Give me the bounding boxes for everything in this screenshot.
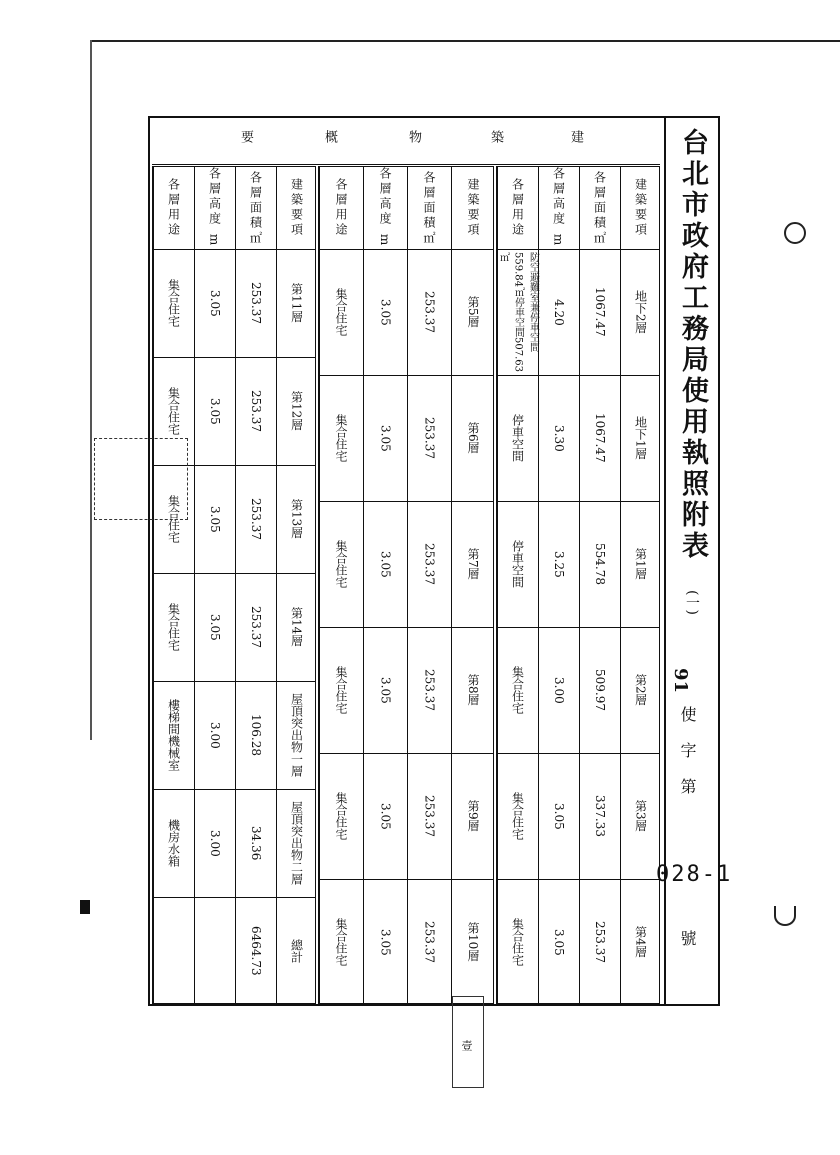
cell-text: 停車空間 — [510, 540, 525, 588]
band-char: 建 — [568, 130, 583, 143]
table-cell-item — [451, 249, 495, 375]
table-cell-height — [194, 249, 235, 357]
cell-text: 253.37 — [249, 606, 263, 648]
cell-text: 第4層 — [633, 926, 648, 958]
table-cell-area — [235, 681, 276, 789]
official-stamp — [94, 438, 188, 520]
table-cell-area — [235, 465, 276, 573]
table-cell-area — [235, 897, 276, 1005]
cell-text: 第8層 — [466, 674, 480, 706]
cell-text: 樓梯間機械室 — [166, 699, 181, 771]
cell-text: 3.00 — [208, 721, 222, 749]
cell-text: 253.37 — [422, 543, 437, 585]
header-cell-height — [538, 167, 579, 249]
cell-text: 4.20 — [552, 298, 566, 326]
cell-text: 第9層 — [466, 800, 480, 832]
table-cell-height — [538, 249, 579, 375]
header-label: 建築要項 — [466, 178, 480, 238]
table-cell-area — [235, 249, 276, 357]
table-cell-use — [497, 627, 538, 753]
cell-text: 3.05 — [552, 802, 566, 830]
permit-number: 028-1 — [656, 862, 733, 887]
issue-year: 91 — [670, 668, 691, 694]
header-cell-item — [620, 167, 661, 249]
table-cell-area — [407, 375, 451, 501]
cell-text: 集合住宅 — [510, 918, 525, 966]
table-block — [496, 166, 660, 1004]
table-cell-area — [579, 501, 620, 627]
cell-text: 集合住宅 — [166, 603, 181, 651]
table-cell-height — [194, 357, 235, 465]
cell-text: 第13層 — [289, 499, 304, 539]
table-cell-item — [451, 879, 495, 1005]
table-cell-item — [620, 375, 661, 501]
table-cell-area — [235, 789, 276, 897]
cell-text: 第1層 — [633, 548, 648, 580]
cell-text: 253.37 — [249, 282, 263, 324]
cell-text: 253.37 — [422, 795, 437, 837]
cell-text: 總計 — [289, 939, 304, 963]
header-cell-area — [407, 167, 451, 249]
header-label: 各層用途 — [334, 178, 348, 238]
issue-char-1: 使 — [678, 706, 697, 722]
cell-text: 3.05 — [378, 550, 393, 578]
cell-text: 3.05 — [378, 424, 393, 452]
header-cell-height — [194, 167, 235, 249]
cell-text: 停車空間 — [510, 414, 525, 462]
header-label: 各層面積㎡ — [248, 170, 263, 246]
table-cell-area — [579, 249, 620, 375]
table-cell-use — [319, 627, 363, 753]
table-cell-area — [407, 501, 451, 627]
header-cell-height — [363, 167, 407, 249]
issue-char-4: 號 — [678, 930, 697, 946]
cell-text: 集合住宅 — [334, 918, 348, 966]
cell-text: 地下1層 — [633, 416, 648, 460]
cell-text: 554.78 — [593, 543, 607, 585]
cell-text: 第10層 — [466, 922, 480, 962]
table-cell-use — [319, 375, 363, 501]
band-char: 概 — [322, 130, 337, 143]
table-cell-item — [620, 501, 661, 627]
band-char: 物 — [406, 130, 421, 143]
document-title: 台北市政府工務局使用執照附表 — [677, 128, 708, 562]
issue-char-3: 第 — [678, 778, 697, 794]
table-cell-height — [194, 465, 235, 573]
punch-hole-icon — [784, 222, 806, 244]
cell-text: 3.05 — [552, 928, 566, 956]
table-block — [152, 166, 316, 1004]
table-cell-item — [620, 753, 661, 879]
table-cell-use — [153, 897, 194, 1005]
scan-left-edge — [90, 40, 92, 740]
cell-text: 第5層 — [466, 296, 480, 328]
cell-text: 34.36 — [249, 825, 263, 861]
cell-text: 3.05 — [378, 298, 393, 326]
table-cell-height — [538, 375, 579, 501]
table-cell-area — [407, 753, 451, 879]
header-label: 各層高度 m — [207, 167, 222, 249]
table-cell-item — [276, 249, 317, 357]
cell-text: 253.37 — [249, 390, 263, 432]
table-cell-item — [276, 573, 317, 681]
cell-text: 3.05 — [378, 802, 393, 830]
table-cell-height — [194, 573, 235, 681]
band-char: 築 — [488, 130, 503, 143]
cell-text: 6464.73 — [249, 926, 263, 976]
cell-text: 第12層 — [289, 391, 304, 431]
table-cell-area — [407, 249, 451, 375]
header-label: 建築要項 — [289, 178, 304, 238]
header-cell-area — [579, 167, 620, 249]
table-cell-height — [363, 375, 407, 501]
cell-text: 集合住宅 — [510, 792, 525, 840]
header-label: 各層高度 m — [551, 167, 566, 249]
table-cell-use — [153, 789, 194, 897]
table-cell-height — [363, 501, 407, 627]
table-cell-use — [497, 879, 538, 1005]
title-suffix: (一) — [684, 590, 700, 615]
cell-text: 253.37 — [422, 417, 437, 459]
table-cell-use — [497, 501, 538, 627]
table-cell-height — [538, 501, 579, 627]
table-cell-height — [194, 789, 235, 897]
cell-text: 集合住宅 — [510, 666, 525, 714]
cell-text: 3.05 — [208, 505, 222, 533]
header-cell-use — [153, 167, 194, 249]
header-label: 各層面積㎡ — [592, 170, 607, 246]
table-cell-area — [407, 879, 451, 1005]
table-cell-use — [319, 879, 363, 1005]
cell-text: 3.30 — [552, 424, 566, 452]
cell-text: 防空避難室兼停車空間559.84㎡停車空間507.63㎡ — [497, 252, 539, 372]
table-cell-height — [363, 249, 407, 375]
issue-char-2: 字 — [678, 742, 697, 758]
table-cell-use — [153, 249, 194, 357]
table-cell-item — [276, 465, 317, 573]
cell-text: 3.25 — [552, 550, 566, 578]
cell-text: 1067.47 — [593, 413, 607, 463]
table-cell-area — [235, 573, 276, 681]
cell-text: 機房水箱 — [166, 819, 181, 867]
header-label: 各層面積㎡ — [422, 170, 436, 246]
table-cell-item — [451, 501, 495, 627]
table-cell-area — [579, 879, 620, 1005]
cell-text: 集合住宅 — [334, 540, 348, 588]
cell-text: 地下2層 — [633, 290, 648, 334]
table-cell-height — [194, 681, 235, 789]
cell-text: 253.37 — [422, 291, 437, 333]
table-cell-use — [153, 681, 194, 789]
cell-text: 集合住宅 — [334, 288, 348, 336]
table-cell-height — [538, 753, 579, 879]
header-cell-use — [497, 167, 538, 249]
scan-top-edge — [92, 40, 840, 42]
side-stamp: 壹 — [460, 1040, 473, 1051]
table-cell-item — [276, 897, 317, 1005]
table-cell-height — [363, 627, 407, 753]
cell-text: 屋頂突出物一層 — [289, 693, 304, 777]
cell-text: 3.00 — [552, 676, 566, 704]
table-cell-item — [276, 789, 317, 897]
table-cell-item — [451, 627, 495, 753]
cell-text: 106.28 — [249, 714, 263, 756]
table-cell-item — [620, 249, 661, 375]
header-label: 各層高度 m — [378, 167, 392, 249]
table-cell-height — [363, 879, 407, 1005]
band-char: 要 — [238, 130, 253, 143]
punch-hole-icon — [774, 906, 796, 926]
cell-text: 3.05 — [208, 613, 222, 641]
cell-text: 第11層 — [289, 283, 304, 323]
table-cell-item — [620, 627, 661, 753]
cell-text: 第14層 — [289, 607, 304, 647]
cell-text: 集合住宅 — [166, 279, 181, 327]
cell-text: 253.37 — [249, 498, 263, 540]
table-cell-use — [497, 753, 538, 879]
table-cell-area — [579, 627, 620, 753]
cell-text: 253.37 — [593, 921, 607, 963]
table-cell-use — [153, 573, 194, 681]
cell-text: 第7層 — [466, 548, 480, 580]
cell-text: 第3層 — [633, 800, 648, 832]
header-cell-area — [235, 167, 276, 249]
table-cell-use — [319, 249, 363, 375]
cell-text: 屋頂突出物二層 — [289, 801, 304, 885]
margin-mark — [80, 900, 90, 914]
cell-text: 第6層 — [466, 422, 480, 454]
cell-text: 253.37 — [422, 921, 437, 963]
cell-text: 337.33 — [593, 795, 607, 837]
cell-text: 509.97 — [593, 669, 607, 711]
header-label: 各層用途 — [166, 178, 181, 238]
table-cell-item — [451, 375, 495, 501]
table-cell-area — [579, 753, 620, 879]
table-cell-height — [538, 627, 579, 753]
cell-text: 3.05 — [208, 289, 222, 317]
header-label: 各層用途 — [510, 178, 525, 238]
cell-text: 集合住宅 — [334, 666, 348, 714]
table-cell-use — [319, 753, 363, 879]
cell-text: 3.00 — [208, 829, 222, 857]
cell-text: 3.05 — [378, 676, 393, 704]
cell-text: 3.05 — [208, 397, 222, 425]
table-cell-area — [407, 627, 451, 753]
cell-text: 1067.47 — [593, 287, 607, 337]
header-cell-use — [319, 167, 363, 249]
table-cell-item — [276, 357, 317, 465]
cell-text: 第2層 — [633, 674, 648, 706]
header-cell-item — [276, 167, 317, 249]
table-cell-area — [235, 357, 276, 465]
cell-text: 集合住宅 — [334, 414, 348, 462]
cell-text: 3.05 — [378, 928, 393, 956]
header-cell-item — [451, 167, 495, 249]
table-cell-height — [538, 879, 579, 1005]
table-cell-item — [276, 681, 317, 789]
table-cell-use — [497, 249, 538, 375]
cell-text: 集合住宅 — [166, 495, 181, 543]
table-cell-use — [497, 375, 538, 501]
cell-text: 集合住宅 — [334, 792, 348, 840]
table-cell-height — [363, 753, 407, 879]
table-cell-item — [451, 753, 495, 879]
table-cell-item — [620, 879, 661, 1005]
header-label: 建築要項 — [633, 178, 648, 238]
table-block — [318, 166, 494, 1004]
table-cell-height — [194, 897, 235, 1005]
cell-text: 253.37 — [422, 669, 437, 711]
table-cell-area — [579, 375, 620, 501]
cell-text: 集合住宅 — [166, 387, 181, 435]
table-cell-use — [319, 501, 363, 627]
